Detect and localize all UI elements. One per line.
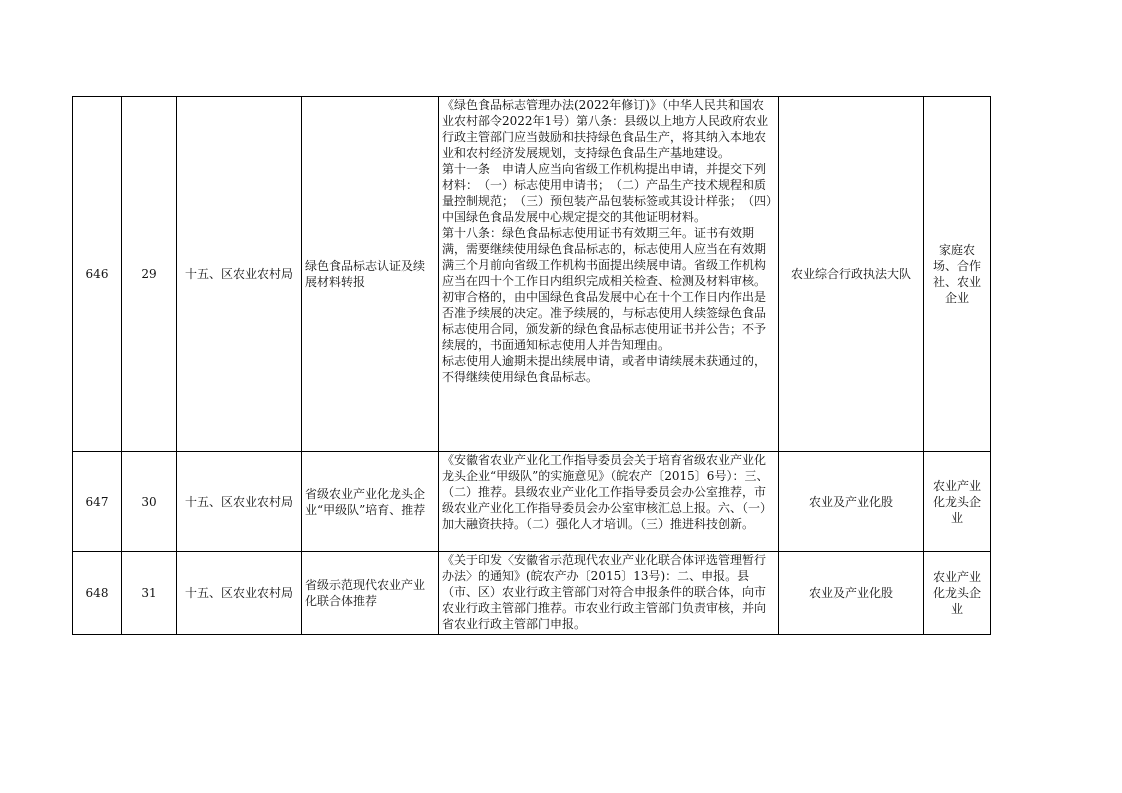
target-cell: 家庭农场、合作社、农业企业 (924, 97, 991, 452)
seq-cell: 648 (73, 552, 122, 635)
table-row (73, 97, 991, 452)
item-name-cell: 绿色食品标志认证及续展材料转报 (302, 97, 439, 452)
target-cell: 农业产业化龙头企业 (924, 552, 991, 635)
seq-cell: 646 (73, 97, 122, 452)
item-name-cell: 省级农业产业化龙头企业“甲级队”培育、推荐 (302, 452, 439, 552)
policy-table (72, 96, 991, 635)
legal-basis-paragraph: 标志使用人逾期未提出续展申请，或者申请续展未获通过的，不得继续使用绿色食品标志。 (442, 354, 767, 384)
table-row (73, 452, 991, 552)
responsible-unit-cell: 农业及产业化股 (779, 452, 924, 552)
legal-basis-paragraph: 《安徽省农业产业化工作指导委员会关于培育省级农业产业化龙头企业“甲级队”的实施意见》（皖农产〔2015〕6号）：三、（二）推荐。县级农业产业化工作指导委员会办公室推荐，市级农业产业化工作指导委员会办公室审核汇总上报。六、（一）加大融资扶持。（二）强化人才培训。（三）推进科技创新。 (442, 453, 773, 531)
department-cell: 十五、区农业农村局 (177, 452, 302, 552)
department-cell: 十五、区农业农村局 (177, 97, 302, 452)
number-cell: 29 (122, 97, 177, 452)
legal-basis-paragraph: 《绿色食品标志管理办法(2022年修订)》（中华人民共和国农业农村部令2022年1号）第八条：县级以上地方人民政府农业行政主管部门应当鼓励和扶持绿色食品生产，将其纳入本地农业和农村经济发展规划，支持绿色食品生产基地建设。 (442, 98, 769, 160)
seq-cell: 647 (73, 452, 122, 552)
department-cell: 十五、区农业农村局 (177, 552, 302, 635)
item-name-cell: 省级示范现代农业产业化联合体推荐 (302, 552, 439, 635)
legal-basis-paragraph: 第十一条 申请人应当向省级工作机构提出申请，并提交下列材料： （一）标志使用申请书； （二）产品生产技术规程和质量控制规范； （三）预包装产品包装标签或其设计样张； （四）中国绿色食品发展中心规定提交的其他证明材料。 (442, 162, 773, 224)
target-cell: 农业产业化龙头企业 (924, 452, 991, 552)
legal-basis-paragraph: 《关于印发〈安徽省示范现代农业产业化联合体评选管理暂行办法〉的通知》(皖农产办〔2015〕13号)：二、申报。县（市、区）农业行政主管部门对符合申报条件的联合体，向市农业行政主管部门推荐。市农业行政主管部门负责审核，并向省农业行政主管部门申报。 (442, 553, 767, 631)
responsible-unit-cell: 农业及产业化股 (779, 552, 924, 635)
table-row (73, 552, 991, 635)
legal-basis-cell (439, 452, 779, 552)
number-cell: 30 (122, 452, 177, 552)
legal-basis-cell (439, 97, 779, 452)
responsible-unit-cell: 农业综合行政执法大队 (779, 97, 924, 452)
number-cell: 31 (122, 552, 177, 635)
legal-basis-paragraph: 第十八条：绿色食品标志使用证书有效期三年。证书有效期满，需要继续使用绿色食品标志的，标志使用人应当在有效期满三个月前向省级工作机构书面提出续展申请。省级工作机构应当在四十个工作日内组织完成相关检查、检测及材料审核。初审合格的，由中国绿色食品发展中心在十个工作日内作出是否准予续展的决定。准予续展的，与标志使用人续签绿色食品标志使用合同，颁发新的绿色食品标志使用证书并公告；不予续展的，书面通知标志使用人并告知理由。 (442, 226, 767, 352)
legal-basis-cell (439, 552, 779, 635)
